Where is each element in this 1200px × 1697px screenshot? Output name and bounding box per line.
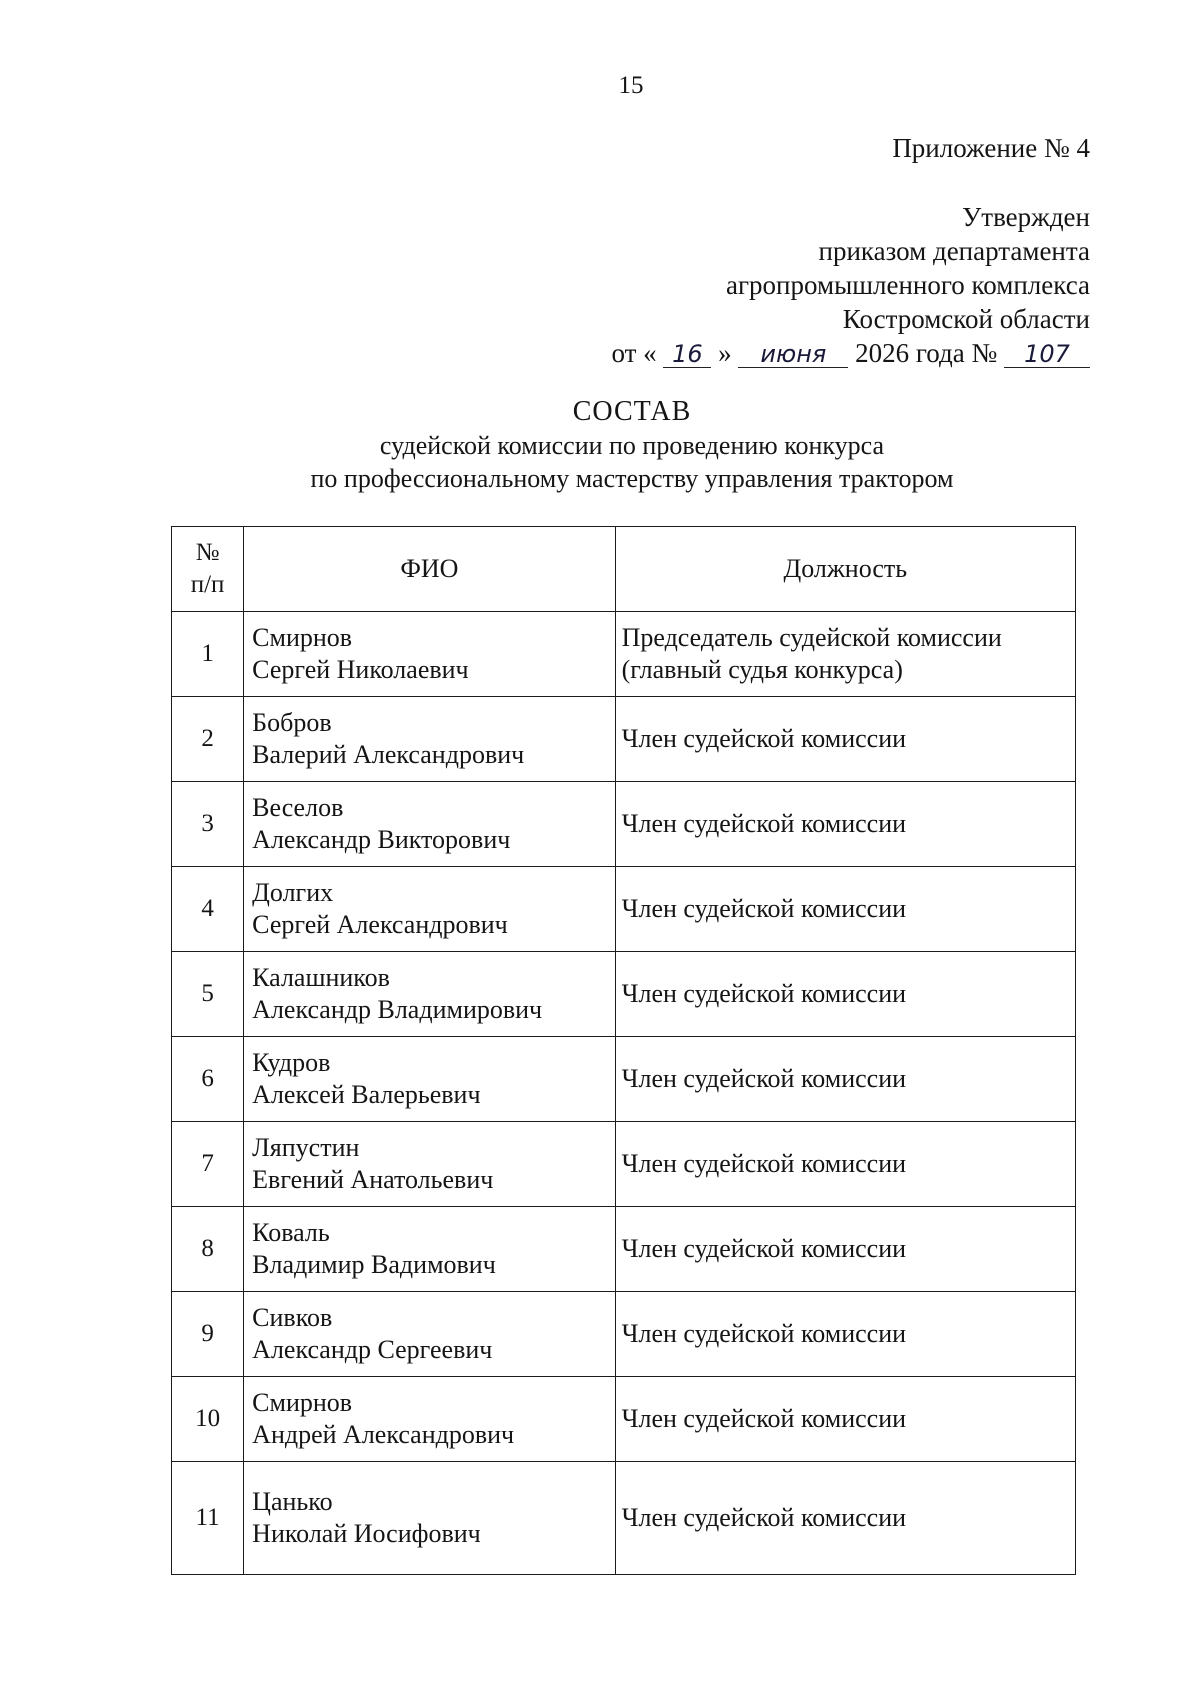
handwritten-day: 16 bbox=[663, 341, 711, 368]
row-surname: Калашников bbox=[252, 963, 390, 992]
row-num: 8 bbox=[172, 1207, 244, 1292]
row-position: Член судейской комиссии bbox=[615, 697, 1075, 782]
row-name bbox=[244, 952, 615, 1037]
page-number: 15 bbox=[618, 72, 644, 99]
row-name bbox=[244, 1292, 615, 1377]
row-num: 3 bbox=[172, 782, 244, 867]
row-position: Член судейской комиссии bbox=[615, 952, 1075, 1037]
handwritten-order-number: 107 bbox=[1004, 341, 1090, 368]
header-num-line-1: № bbox=[195, 539, 220, 566]
table-row bbox=[172, 1292, 1076, 1377]
row-surname: Долгих bbox=[252, 878, 334, 907]
table-row bbox=[172, 952, 1076, 1037]
row-num: 1 bbox=[172, 612, 244, 697]
row-name bbox=[244, 1037, 615, 1122]
row-name bbox=[244, 1207, 615, 1292]
appendix-label: Приложение № 4 bbox=[892, 133, 1090, 163]
row-position: Член судейской комиссии bbox=[615, 1037, 1075, 1122]
row-position bbox=[615, 612, 1075, 697]
year-text: 2026 года № bbox=[855, 338, 998, 368]
row-given-name: Сергей Александрович bbox=[252, 910, 508, 939]
row-num: 10 bbox=[172, 1377, 244, 1462]
row-given-name: Сергей Николаевич bbox=[252, 655, 469, 684]
row-given-name: Валерий Александрович bbox=[252, 740, 525, 769]
approval-line-2: приказом департамента bbox=[818, 236, 1090, 266]
title-line-3: по профессиональному мастерству управления трактором bbox=[310, 464, 954, 493]
row-num: 4 bbox=[172, 867, 244, 952]
header-num-line-2: п/п bbox=[190, 571, 225, 598]
row-num: 2 bbox=[172, 697, 244, 782]
table-row bbox=[172, 1122, 1076, 1207]
table-row bbox=[172, 697, 1076, 782]
row-position-line-1: Председатель судейской комиссии bbox=[621, 623, 1002, 652]
approval-line-4: Костромской области bbox=[842, 304, 1090, 334]
row-num: 5 bbox=[172, 952, 244, 1037]
row-given-name: Александр Сергеевич bbox=[252, 1335, 493, 1364]
commission-table bbox=[171, 526, 1076, 1575]
row-position: Член судейской комиссии bbox=[615, 1122, 1075, 1207]
row-given-name: Андрей Александрович bbox=[252, 1420, 515, 1449]
row-num: 7 bbox=[172, 1122, 244, 1207]
date-prefix: от « bbox=[611, 338, 657, 368]
table-row bbox=[172, 1037, 1076, 1122]
row-position: Член судейской комиссии bbox=[615, 867, 1075, 952]
row-name bbox=[244, 1462, 615, 1575]
table-header-row bbox=[172, 527, 1076, 612]
row-given-name: Алексей Валерьевич bbox=[252, 1080, 481, 1109]
row-num: 6 bbox=[172, 1037, 244, 1122]
row-position: Член судейской комиссии bbox=[615, 1377, 1075, 1462]
row-surname: Ляпустин bbox=[252, 1133, 360, 1162]
title-heading: СОСТАВ bbox=[572, 396, 692, 427]
row-num: 11 bbox=[172, 1462, 244, 1575]
document-title bbox=[32, 395, 1200, 495]
header-name: ФИО bbox=[244, 527, 615, 612]
table-row bbox=[172, 867, 1076, 952]
row-given-name: Александр Викторович bbox=[252, 825, 511, 854]
row-name bbox=[244, 1377, 615, 1462]
row-position: Член судейской комиссии bbox=[615, 782, 1075, 867]
row-name bbox=[244, 867, 615, 952]
row-surname: Цанько bbox=[252, 1487, 333, 1516]
header-num bbox=[172, 527, 244, 612]
table-row bbox=[172, 612, 1076, 697]
row-name bbox=[244, 1122, 615, 1207]
row-given-name: Александр Владимирович bbox=[252, 995, 543, 1024]
title-line-2: судейской комиссии по проведению конкурса bbox=[379, 431, 885, 460]
row-surname: Веселов bbox=[252, 793, 344, 822]
table-row bbox=[172, 782, 1076, 867]
row-position: Член судейской комиссии bbox=[615, 1292, 1075, 1377]
row-surname: Смирнов bbox=[252, 1388, 353, 1417]
row-surname: Коваль bbox=[252, 1218, 330, 1247]
row-surname: Смирнов bbox=[252, 623, 353, 652]
approval-line-1: Утвержден bbox=[962, 202, 1090, 232]
row-name bbox=[244, 697, 615, 782]
row-position-line-2: (главный судья конкурса) bbox=[621, 655, 903, 684]
row-num: 9 bbox=[172, 1292, 244, 1377]
approval-line-3: агропромышленного комплекса bbox=[726, 270, 1090, 300]
row-given-name: Николай Иосифович bbox=[252, 1519, 481, 1548]
table-row bbox=[172, 1207, 1076, 1292]
row-name bbox=[244, 612, 615, 697]
row-position: Член судейской комиссии bbox=[615, 1462, 1075, 1575]
table-row bbox=[172, 1462, 1076, 1575]
table-row bbox=[172, 1377, 1076, 1462]
row-given-name: Евгений Анатольевич bbox=[252, 1165, 494, 1194]
approval-block bbox=[611, 200, 1090, 370]
row-surname: Бобров bbox=[252, 708, 332, 737]
row-name bbox=[244, 782, 615, 867]
handwritten-month: июня bbox=[738, 341, 848, 368]
header-position: Должность bbox=[615, 527, 1075, 612]
row-surname: Сивков bbox=[252, 1303, 333, 1332]
row-position: Член судейской комиссии bbox=[615, 1207, 1075, 1292]
row-given-name: Владимир Вадимович bbox=[252, 1250, 496, 1279]
approval-date-line bbox=[611, 336, 1090, 370]
date-quote-close: » bbox=[718, 338, 732, 368]
row-surname: Кудров bbox=[252, 1048, 331, 1077]
